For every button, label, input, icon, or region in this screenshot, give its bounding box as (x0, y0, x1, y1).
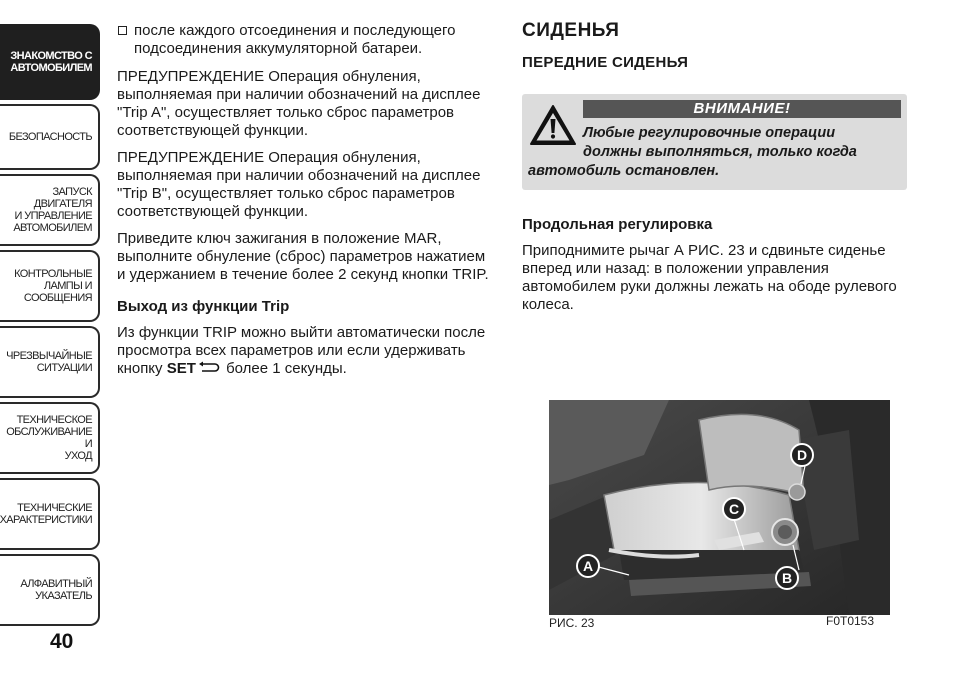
longitudinal-adjustment-text: Приподнимите рычаг А РИС. 23 и сдвиньте сиденье вперед или назад: в положении управления автомобилем руки должны лежать на ободе рулевого колеса. (522, 242, 897, 313)
tab-label: АЛФАВИТНЫЙ УКАЗАТЕЛЬ (20, 578, 92, 602)
set-button-label: SET (166, 360, 196, 377)
svg-text:A: A (582, 558, 594, 574)
seats-text-column (522, 22, 907, 323)
warning-trip-a: ПРЕДУПРЕЖДЕНИЕ Операция обнуления, выполняемая при наличии обозначений на дисплее "Trip A", осуществляет только сброс параметров соответствующей функции. (117, 68, 481, 139)
chapter-tabs (0, 0, 100, 678)
checkbox-bullet-icon (118, 26, 127, 35)
figure-code: F0T0153 (826, 614, 875, 628)
page-number: 40 (50, 630, 74, 653)
tab-label: ЗАПУСК ДВИГАТЕЛЯ И УПРАВЛЕНИЕ АВТОМОБИЛЕМ (13, 186, 92, 234)
trip-reset-text-column (117, 22, 495, 387)
page-title: СИДЕНЬЯ (522, 20, 620, 41)
tab-starting-driving[interactable] (0, 174, 100, 246)
tab-label: ТЕХНИЧЕСКОЕ ОБСЛУЖИВАНИЕ И УХОД (6, 414, 92, 462)
seat-adjustment-figure (549, 400, 890, 615)
tab-introduction[interactable] (0, 24, 100, 100)
exit-text-end: более 1 секунды. (226, 360, 347, 377)
tab-emergencies[interactable] (0, 326, 100, 398)
bullet-text: после каждого отсоединения и последующего подсоединения аккумуляторной батареи. (134, 22, 456, 57)
callout-a (575, 553, 601, 579)
tab-label: БЕЗОПАСНОСТЬ (8, 131, 92, 143)
attention-text: Любые регулировочные операции должны выполняться, только когда автомобиль остановлен. (528, 125, 857, 179)
seat-illustration (549, 400, 890, 615)
exit-trip-text (117, 324, 495, 378)
figure-caption: РИС. 23 (549, 616, 595, 630)
callout-d (789, 442, 815, 468)
tab-warning-lights[interactable] (0, 250, 100, 322)
tab-label: ЧРЕЗВЫЧАЙНЫЕ СИТУАЦИИ (6, 350, 92, 374)
longitudinal-adjustment-heading: Продольная регулировка (522, 216, 713, 233)
attention-header: ВНИМАНИЕ! (583, 100, 901, 118)
tab-label: ТЕХНИЧЕСКИЕ ХАРАКТЕРИСТИКИ (0, 502, 92, 526)
svg-text:C: C (728, 501, 740, 517)
warning-trip-b: ПРЕДУПРЕЖДЕНИЕ Операция обнуления, выполняемая при наличии обозначений на дисплее "Trip B", осуществляет только сброс параметров соответствующей функции. (117, 149, 481, 220)
bullet-item (117, 22, 495, 58)
exit-trip-heading: Выход из функции Trip (117, 298, 290, 315)
tab-technical-specs[interactable] (0, 478, 100, 550)
return-arrow-icon (198, 360, 220, 378)
exit-text-start: Из функции TRIP можно выйти автоматически после просмотра всех параметров или если удерживать кнопку (117, 324, 486, 377)
tab-safety[interactable] (0, 104, 100, 170)
svg-text:B: B (781, 570, 793, 586)
section-heading: ПЕРЕДНИЕ СИДЕНЬЯ (522, 54, 689, 71)
tab-maintenance[interactable] (0, 402, 100, 474)
callout-b (774, 565, 800, 591)
tab-index[interactable] (0, 554, 100, 626)
svg-text:D: D (796, 447, 808, 463)
tab-label: ЗНАКОМСТВО С АВТОМОБИЛЕМ (10, 50, 92, 74)
reset-instructions: Приведите ключ зажигания в положение MAR, выполните обнуление (сброс) параметров нажатием и удержанием в течение более 2 секунд кнопки TRIP. (117, 230, 489, 283)
attention-box (522, 94, 907, 190)
callout-c (721, 496, 747, 522)
tab-label: КОНТРОЛЬНЫЕ ЛАМПЫ И СООБЩЕНИЯ (14, 268, 92, 304)
